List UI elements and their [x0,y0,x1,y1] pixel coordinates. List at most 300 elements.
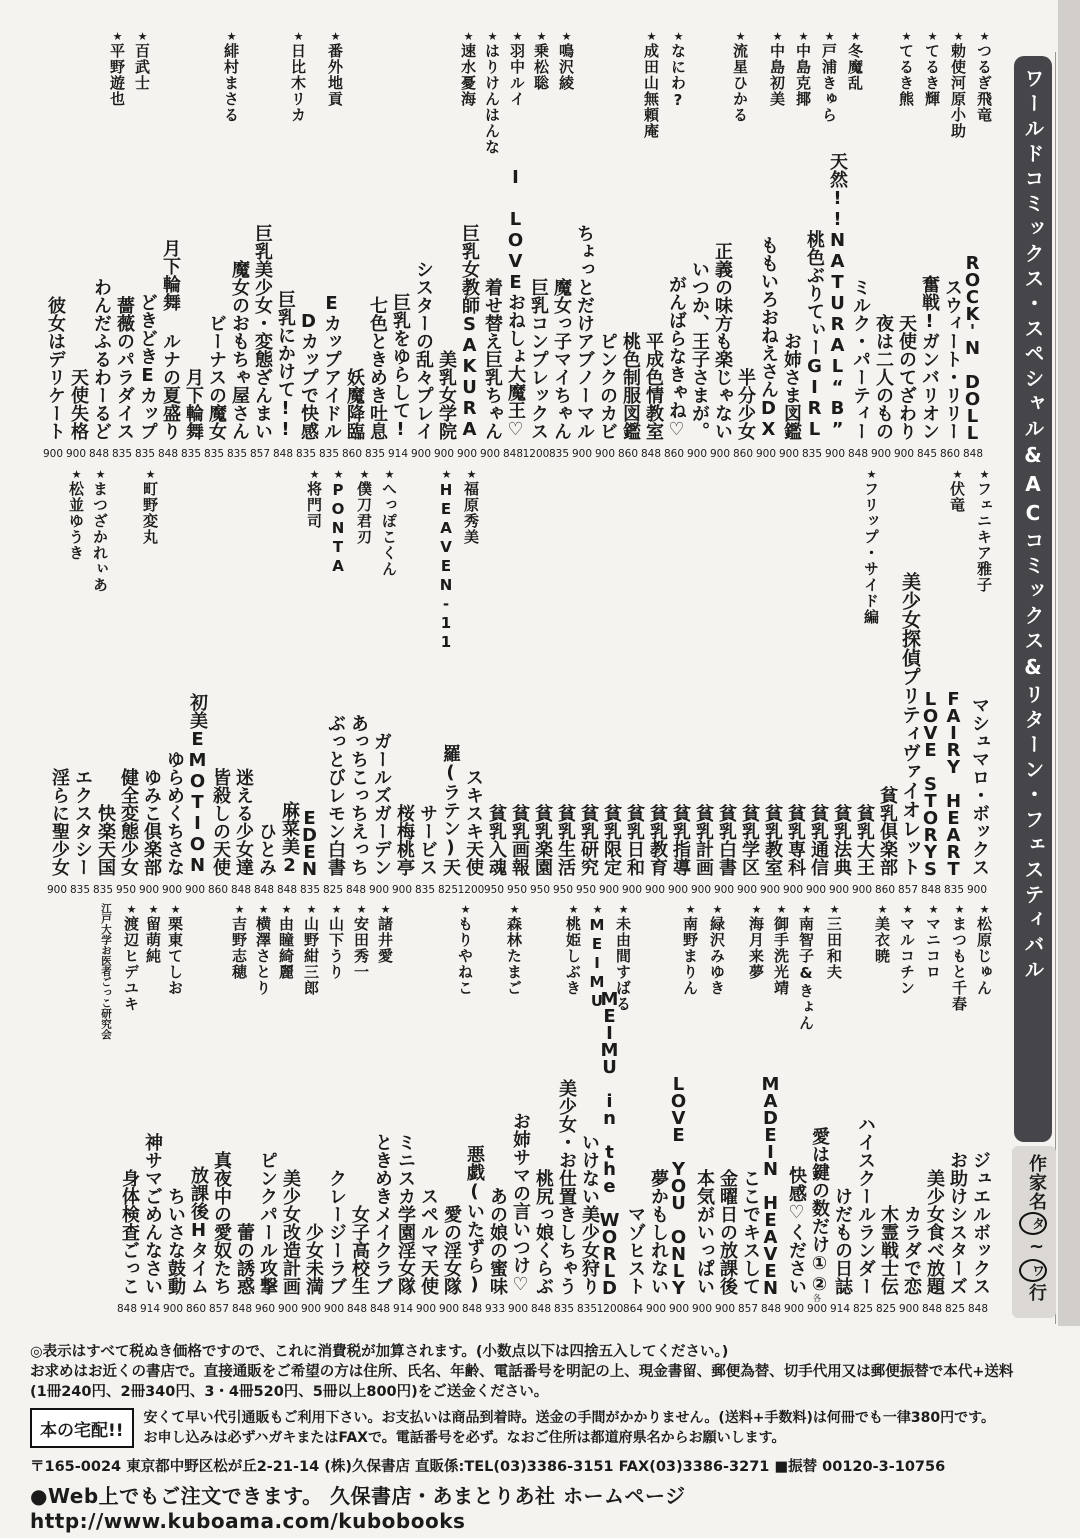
price-value: 835 [180,448,202,460]
book-title: クレージーラブ [326,1169,347,1295]
star-icon: ★ [567,903,580,916]
price-value: 900 [184,884,206,896]
tax-note: ◎表示はすべて税ぬき価格ですので、これに消費税が加算されます。(小数点以下は四捨五入してください。) [30,1344,729,1360]
price-value: 848 [116,1303,138,1315]
price-value: 1200 [457,884,485,896]
book-title: 奮戦!ガンバリオン [919,275,940,440]
delivery-line-1: 安くて早い代引通販もご利用下さい。お支払いは商品到着時。送金の手間がかかりません。(送料+手数料)は何冊でも一律380円です。 [143,1410,995,1426]
author-name [819,30,840,123]
author-name-text: もりやねこ [456,916,474,996]
price-value: 900 [479,448,501,460]
book-title: 美少女改造計画 [280,1169,301,1295]
book-title: 愛の淫女隊 [441,1205,462,1295]
price-value: 900 [621,884,643,896]
book-title: 貧乳指導 [670,804,691,876]
price-value: 835 [318,448,340,460]
author-name-text: 御手洗光靖 [772,916,790,996]
price-value: 848 [157,448,179,460]
book-title: ぶっとびレモン白書 [325,714,346,876]
author-name-text: 三田和夫 [825,916,843,980]
price-value: 848 [967,1303,989,1315]
book-title: サービス [417,804,438,876]
price-value: 848 [502,448,524,460]
book-title: 貧乳通信 [808,804,829,876]
book-title: 桃尻っ娘くらぶ [533,1169,554,1295]
price-value: 848 [231,1303,253,1315]
star-icon: ★ [684,903,697,916]
price-value: 933 [484,1303,506,1315]
author-name-text: まつもと千春 [950,916,968,1012]
book-title: 愛は鍵の数だけ①② [809,1127,830,1295]
star-icon: ★ [901,903,914,916]
author-name [949,903,970,1012]
price-value: 848 [640,448,662,460]
price-value: 900 [507,1303,529,1315]
book-title: ミニスカ学園淫女隊 [395,1133,416,1295]
price-value: 835 [414,884,436,896]
book-title: 快感♡ください [786,1166,807,1295]
author-name [99,903,114,1040]
price-value: 950 [575,884,597,896]
book-title: いけない美少女狩り [579,1133,600,1295]
book-title: 巨乳コンプレックス [528,278,549,440]
book-title: 美乳女学院 [436,350,457,440]
book-title: 皆殺しの天使 [210,768,231,876]
author-name [947,468,968,513]
book-title: エクスタシー [72,768,93,876]
publisher-address: 〒165-0024 東京都中野区松が丘2-21-14 (株)久保書店 直販係:TEL(03)3386-3151 FAX(03)3386-3271 ■振替 00120-3-10756 [30,1459,946,1475]
author-name [824,903,845,980]
price-value: 900 [594,448,616,460]
author-name-text: 冬魔乱 [846,43,864,91]
price-value: 860 [185,1303,207,1315]
author-name [375,903,396,964]
price-value: 835 [576,1303,598,1315]
web-order-line: ●Web上でもご注文できます。 久保書店・あまとりあ社 ホームページhttp://www.kuboama.com/kubobooks [30,1484,686,1533]
author-name-text: 勅使河原小助 [949,43,967,139]
author-name [793,30,814,107]
book-title: 巨乳美少女・変態ざんまい [252,224,273,440]
author-name [922,30,943,107]
star-icon: ★ [927,903,940,916]
book-title: あっちこっちえっち [348,714,369,876]
price-value: 860 [341,448,363,460]
book-title: 正義の味方も楽じゃない [712,242,733,440]
price-value: 900 [690,884,712,896]
price-value: 848 [760,1303,782,1315]
author-name-text: 戸浦きゅら [820,43,838,123]
footer [30,1342,1038,1533]
book-title: ももいろおねえさんDX [758,236,779,440]
author-name-text: 成田山無頼庵 [642,43,660,139]
book-title: ゆらめくちさな [164,750,185,876]
book-title: 巨乳にかけて!! [275,290,296,440]
price-value: 900 [368,884,390,896]
book-title: 淫らに聖少女 [49,768,70,876]
price-value: 900 [300,1303,322,1315]
book-title: 夜は二人のもの [873,314,894,440]
price-value: 848 [345,884,367,896]
book-title: 平成色情教室 [643,332,664,440]
price-value: 835 [69,884,91,896]
author-name [872,903,893,964]
book-title: マゾヒスト [625,1205,646,1295]
star-icon: ★ [511,30,524,43]
book-title: 貧乳楽園 [532,804,553,876]
book-title: マシュマロ・ボックス [969,696,990,876]
book-title: 貧乳画報 [509,804,530,876]
price-value: 950 [506,884,528,896]
price-value: 914 [392,1303,414,1315]
star-icon: ★ [535,30,548,43]
book-price [110,1303,144,1315]
book-title: ジュエルボックス [970,1151,991,1295]
author-name-text: へっぽこくん [380,481,398,577]
book-title: 貧乳入魂 [486,804,507,876]
star-icon: ★ [978,903,991,916]
author-name-text: 鳴沢綾 [557,43,575,91]
author-name [165,903,186,996]
book-title: ひとみ [256,822,277,876]
star-icon: ★ [711,903,724,916]
star-icon: ★ [147,903,160,916]
author-name-text: 吉野志穂 [230,916,248,980]
author-name [276,903,297,980]
price-value: 900 [571,448,593,460]
star-icon: ★ [169,903,182,916]
author-name-text: 流星ひかる [731,43,749,123]
price-value: 848 [253,884,275,896]
star-icon: ★ [330,903,343,916]
author-name [90,468,111,593]
author-name [707,903,728,996]
book-title: LOVE YOU ONLY [668,1074,689,1295]
price-value: 848 [920,884,942,896]
author-name [974,903,995,996]
series-title: ワールドコミックス・スペシャル&ACコミックス&リターン・フェスティバル [1021,68,1045,984]
book-title: カラダで恋 [901,1205,922,1295]
book-title: 貧乳生活 [555,804,576,876]
book-title: 天然!!NATURAL“B” [827,152,848,440]
book-title: 貧乳研究 [578,804,599,876]
star-icon: ★ [233,903,246,916]
star-icon: ★ [978,30,991,43]
price-value: 900 [668,1303,690,1315]
book-title: 妖魔降臨 [344,368,365,440]
book-title: 魔女のおもちゃ屋さん [229,260,250,440]
star-icon: ★ [800,903,813,916]
price-value: 860 [663,448,685,460]
star-icon: ★ [508,903,521,916]
book-title: 天使失格 [68,368,89,440]
book-title: スウィート・リリー [942,278,963,440]
star-icon: ★ [486,30,499,43]
book-title: 女子高校生 [349,1205,370,1295]
book-title: LOVE STORYS [920,689,941,876]
star-icon: ★ [953,903,966,916]
author-name-text: 羽中ルイ [508,43,526,107]
star-icon: ★ [125,903,138,916]
author-name [746,903,767,980]
price-value: 914 [387,448,409,460]
price-value: 900 [828,884,850,896]
author-name [379,468,400,577]
delivery-line-2: お申し込みは必ずハガキまたはFAXで。電話番号を必ず。なおご住所は都道府県名からお願いします。 [143,1430,786,1446]
star-icon: ★ [900,30,913,43]
author-name-text: 由瞳綺麗 [277,916,295,980]
price-value: 900 [759,884,781,896]
author-name-text: マニコロ [924,916,942,980]
author-name-text: 日比木リカ [289,43,307,123]
author-name [974,468,995,593]
price-value: 1200 [596,1303,624,1315]
star-icon: ★ [591,903,604,916]
author-name [680,903,701,996]
book-title: 美少女・お仕置きしちゃう [556,1079,577,1295]
book-title: 迷える少女達 [233,768,254,876]
star-icon: ★ [280,903,293,916]
author-name-text: 中島克揶 [794,43,812,107]
book-title: Dカップで快感 [298,311,319,440]
star-icon: ★ [383,468,396,481]
author-name [771,903,792,996]
author-name-text: 乗松聡 [532,43,550,91]
star-icon: ★ [560,30,573,43]
star-icon: ★ [617,903,630,916]
book-title: 魔女っ子マイちゃん [551,278,572,440]
author-name [221,30,242,123]
author-name [304,468,325,529]
book-title: ちいさな鼓動 [165,1187,186,1295]
author-name-text: 森林たまご [505,916,523,996]
star-icon: ★ [308,468,321,481]
author-name [354,468,375,545]
author-name-text: 町野変丸 [141,481,159,545]
price-prefix: 各 [812,1294,822,1304]
star-icon: ★ [797,30,810,43]
book-title: 天使のてざわり [896,314,917,440]
book-title: 蕾の誘惑 [234,1223,255,1295]
price-value: 900 [138,884,160,896]
book-title: ときめきメイクラブ [372,1133,393,1295]
price-value: 835 [801,448,823,460]
author-name [301,903,322,996]
author-name [325,30,346,107]
book-title: がんばらなきゃね♡ [666,275,687,440]
author-name-text: フェニキア雅子 [975,481,993,593]
postage-note: (1冊240円、2冊340円、3・4冊520円、5冊以上800円)をご送金ください。 [30,1384,549,1400]
price-value: 848 [230,884,252,896]
author-name-text: フリップ・サイド編 [862,481,880,625]
price-value: 900 [714,1303,736,1315]
author-name [507,30,528,107]
price-value: 825 [875,1303,897,1315]
price-value: 900 [709,448,731,460]
book-title: 桃色制服図鑑 [620,332,641,440]
author-name-text: 江戸大学お医者ごっこ研究会 [100,903,112,1040]
author-name-text: 緑沢みゆき [708,916,726,996]
book-title: 快楽天国 [95,804,116,876]
price-value: 900 [691,1303,713,1315]
price-value: 914 [829,1303,851,1315]
price-value: 835 [92,884,114,896]
star-icon: ★ [379,903,392,916]
price-value: 857 [737,1303,759,1315]
author-name-text: 番外地貢 [326,43,344,107]
price-value: 860 [732,448,754,460]
star-icon: ★ [355,903,368,916]
book-title: 彼女はデリケート [45,296,66,440]
price-value: 848 [921,1303,943,1315]
book-title: ピンクのカビ [597,332,618,440]
book-title: 真夜中の愛奴たち [211,1151,232,1295]
price-value: 835 [134,448,156,460]
book-title: 金曜日の放課後 [717,1169,738,1295]
book-price [40,884,74,896]
star-icon: ★ [305,903,318,916]
star-icon: ★ [257,903,270,916]
book-title: ミルク・パーティー [850,278,871,440]
author-name-text: 山野紺三郎 [302,916,320,996]
book-title: ここでキスして [740,1169,761,1295]
book-title: ハイスクールランダー [855,1115,876,1295]
author-name-text: 福原秀美 [462,481,480,545]
book-title: 巨乳女教師SAKURA [459,224,480,440]
price-value: 835 [364,448,386,460]
book-title: お姉さま図鑑 [781,332,802,440]
star-icon: ★ [70,468,83,481]
book-title: 木霊戦士伝 [878,1205,899,1295]
book-title: 桜梅桃亭 [394,804,415,876]
catalog-section-3 [0,903,1056,1315]
book-title: 薔薇のパラダイス [114,296,135,440]
author-name-text: つるぎ飛竜 [975,43,993,123]
book-title: 桃色ぶりてぃーGIRL [804,230,825,440]
author-name-text: はりけんはんな [483,43,501,155]
book-title: 着せ替え巨乳ちゃん [482,278,503,440]
price-value: 900 [805,884,827,896]
author-name [326,903,347,980]
price-value: 900 [736,884,758,896]
catalog-section-1 [0,30,1056,460]
author-name [482,30,503,155]
book-title: ゆみこ倶楽部 [141,768,162,876]
catalog-section-2 [0,468,1056,896]
author-name [140,468,161,545]
price-value: 845 [916,448,938,460]
author-name-text: 渡辺ヒデユキ [122,916,140,1012]
author-name [458,30,479,107]
author-name-text: 松並ゆうき [67,481,85,561]
author-name [121,903,142,1012]
star-icon: ★ [876,903,889,916]
price-value: 900 [42,448,64,460]
price-value: 900 [456,448,478,460]
price-value: 848 [530,1303,552,1315]
price-value: 835 [943,884,965,896]
author-name [556,30,577,91]
price-value: 950 [483,884,505,896]
price-value: 825 [322,884,344,896]
book-title: 貧乳専科 [785,804,806,876]
author-name [974,30,995,123]
price-value: 857 [897,884,919,896]
star-icon: ★ [465,468,478,481]
price-value: 900 [415,1303,437,1315]
price-value: 835 [203,448,225,460]
author-name-text: 南野まりん [681,916,699,996]
book-title: 七色ときめき吐息 [367,296,388,440]
star-icon: ★ [462,30,475,43]
price-value: 835 [553,1303,575,1315]
price-value: 848 [369,1303,391,1315]
price-value: 900 [870,448,892,460]
book-title: お助けシスターズ [947,1151,968,1295]
author-name [861,468,882,625]
star-icon: ★ [94,468,107,481]
book-title: 美少女食べ放題 [924,1169,945,1295]
book-title: 神サマごめんなさい [142,1133,163,1295]
book-title: 貧乳日和 [624,804,645,876]
book-title: FAIRY HEART [943,689,964,876]
author-name [229,903,250,980]
book-title: 本気がいっぱい [694,1169,715,1295]
author-name [531,30,552,91]
author-name [668,30,689,110]
price-value: 900 [898,1303,920,1315]
price-value: 900 [161,884,183,896]
book-title: 夢かもしれない [648,1169,669,1295]
author-name [845,30,866,91]
author-name-text: 将門司 [305,481,323,529]
author-name-text: 中島初美 [768,43,786,107]
author-name [461,468,482,545]
price-value: 900 [893,448,915,460]
price-value: 860 [207,884,229,896]
price-value: 848 [276,884,298,896]
author-name-text: まつざかれぃあ [91,481,109,593]
price-value: 900 [806,1303,828,1315]
book-title: あの娘の蜜味 [487,1187,508,1295]
author-name [641,30,662,139]
index-suffix: 行 [1026,1283,1047,1302]
book-title: 羅(ラテン)天 [440,744,461,876]
book-title: 貧乳教室 [762,804,783,876]
star-icon: ★ [926,30,939,43]
price-value: 900 [851,884,873,896]
book-title: 貧乳教育 [647,804,668,876]
star-icon: ★ [828,903,841,916]
star-icon: ★ [136,30,149,43]
price-value: 900 [778,448,800,460]
price-value: 860 [874,884,896,896]
price-value: 1200 [522,448,550,460]
star-icon: ★ [645,30,658,43]
star-icon: ★ [951,468,964,481]
star-icon: ★ [750,903,763,916]
author-name [923,903,944,980]
book-title: スペルマ天使 [418,1187,439,1295]
author-name-text: 百武士 [133,43,151,91]
author-name-text: 南智子&きょん [797,916,815,1031]
author-name-text: てるき輝 [923,43,941,107]
price-value: 900 [644,884,666,896]
price-value: 950 [529,884,551,896]
author-name [329,468,347,576]
author-name [455,903,476,996]
book-title: MEIMU in the WORLD [599,989,620,1295]
book-title: 貧乳大王 [854,804,875,876]
